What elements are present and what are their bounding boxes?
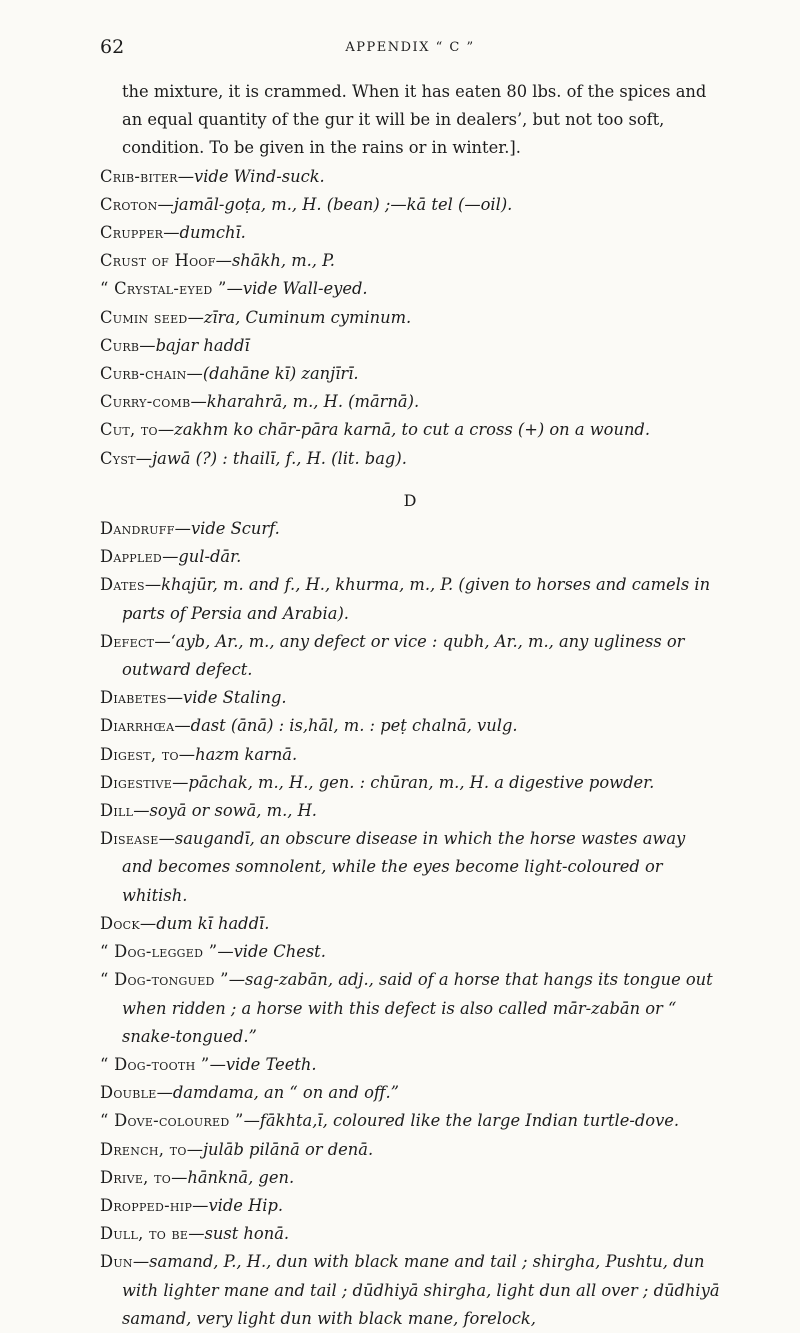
page-body bbox=[100, 78, 720, 1333]
entry-definition: —vide Hip. bbox=[192, 1195, 284, 1215]
entry-headword: Dappled bbox=[100, 547, 163, 567]
dictionary-entry bbox=[100, 938, 720, 966]
entry-definition: —shākh, m., P. bbox=[215, 251, 335, 271]
entry-headword: Cut, to bbox=[100, 420, 158, 440]
dictionary-entry bbox=[100, 445, 720, 473]
page-header bbox=[100, 36, 720, 66]
entry-headword: “ Crystal-eyed ” bbox=[100, 279, 227, 299]
entry-headword: Defect bbox=[100, 631, 155, 651]
entry-headword: Croton bbox=[100, 194, 158, 214]
entry-headword: Digest, to bbox=[100, 744, 179, 764]
entry-definition: —hazm karnā. bbox=[178, 744, 298, 764]
entry-headword: Cyst bbox=[100, 448, 136, 468]
entry-definition: —jamāl-goṭa, m., H. (bean) ;—kā tel (—oil). bbox=[157, 194, 513, 214]
entry-definition: —dast (ānā) : is,hāl, m. : peṭ chalnā, vulg. bbox=[174, 716, 518, 736]
dictionary-entry bbox=[100, 684, 720, 712]
entry-headword: “ Dog-legged ” bbox=[100, 942, 218, 962]
dictionary-entry bbox=[100, 191, 720, 219]
entry-headword: Dock bbox=[100, 913, 140, 933]
entry-definition: —jawā (?) : thailī, f., H. (lit. bag). bbox=[135, 448, 407, 468]
entry-definition: —zīra, Cuminum cyminum. bbox=[187, 307, 412, 327]
dictionary-entry bbox=[100, 1164, 720, 1192]
entries-d bbox=[100, 515, 720, 1333]
entry-headword: Crib-biter bbox=[100, 166, 178, 186]
dictionary-entry bbox=[100, 416, 720, 444]
entry-headword: Dill bbox=[100, 801, 134, 821]
entry-headword: Dull, to be bbox=[100, 1224, 189, 1244]
entry-headword: Drive, to bbox=[100, 1167, 172, 1187]
dictionary-entry bbox=[100, 1248, 720, 1333]
dictionary-entry bbox=[100, 825, 720, 910]
entry-definition: —dumchī. bbox=[163, 223, 246, 243]
entry-headword: “ Dog-tongued ” bbox=[100, 970, 229, 990]
entry-headword: Crust of Hoof bbox=[100, 251, 216, 271]
continuation-paragraph: the mixture, it is crammed. When it has eaten 80 lbs. of the spices and an equal quantity of the gur it will be in dealers’, but not too soft, condition. To be given in the rains or in winter.]. bbox=[122, 82, 707, 158]
entry-definition: —hānknā, gen. bbox=[171, 1167, 295, 1187]
entry-definition: —vide Staling. bbox=[166, 688, 287, 708]
entry-headword: Diarrhœa bbox=[100, 716, 175, 736]
entry-headword: Double bbox=[100, 1083, 157, 1103]
dictionary-entry bbox=[100, 910, 720, 938]
dictionary-entry bbox=[100, 1051, 720, 1079]
dictionary-entry bbox=[100, 360, 720, 388]
entry-headword: Dropped-hip bbox=[100, 1195, 193, 1215]
entry-definition: —vide Teeth. bbox=[209, 1054, 317, 1074]
dictionary-entry bbox=[100, 247, 720, 275]
entry-headword: Dates bbox=[100, 575, 145, 595]
dictionary-entry bbox=[100, 1079, 720, 1107]
dictionary-entry bbox=[100, 769, 720, 797]
entry-definition: —soyā or sowā, m., H. bbox=[133, 801, 317, 821]
entry-definition: —zakhm ko chār-pāra karnā, to cut a cross (+) on a wound. bbox=[157, 420, 651, 440]
entry-definition: —julāb pilānā or denā. bbox=[186, 1139, 374, 1159]
entry-definition: —damdama, an “ on and off.” bbox=[156, 1083, 399, 1103]
entry-headword: Cumin seed bbox=[100, 307, 188, 327]
dictionary-entry bbox=[100, 543, 720, 571]
entry-definition: —sust honā. bbox=[188, 1224, 290, 1244]
entry-definition: —(dahāne kī) zanjīrī. bbox=[186, 364, 359, 384]
entry-headword: “ Dog-tooth ” bbox=[100, 1054, 210, 1074]
page-number: 62 bbox=[100, 36, 125, 58]
entry-definition: —samand, P., H., dun with black mane and tail ; shirgha, Pushtu, dun with lighter mane and tail ; dūdhiyā shirgha, light dun all over ; dūdhiyā samand, very light dun with black mane, forelock, bbox=[122, 1252, 720, 1328]
entries-c bbox=[100, 163, 720, 473]
dictionary-entry bbox=[100, 163, 720, 191]
dictionary-entry bbox=[100, 515, 720, 543]
entry-definition: —vide Wind-suck. bbox=[177, 166, 325, 186]
dictionary-entry bbox=[100, 304, 720, 332]
entry-definition: —dum kī haddī. bbox=[139, 913, 270, 933]
entry-definition: —sag-zabān, adj., said of a horse that hangs its tongue out when ridden ; a horse with this defect is also called mār-zabān or “ snake-tongued.” bbox=[122, 970, 713, 1046]
dictionary-entry bbox=[100, 1107, 720, 1135]
entry-definition: —khajūr, m. and f., H., khurma, m., P. (given to horses and camels in parts of Persia and Arabia). bbox=[122, 575, 711, 623]
dictionary-entry bbox=[100, 1192, 720, 1220]
dictionary-entry bbox=[100, 966, 720, 1051]
entry-headword: Drench, to bbox=[100, 1139, 187, 1159]
dictionary-entry bbox=[100, 219, 720, 247]
entry-headword: Digestive bbox=[100, 772, 173, 792]
dictionary-entry bbox=[100, 712, 720, 740]
section-letter: D bbox=[403, 490, 417, 510]
entry-headword: Curb-chain bbox=[100, 364, 187, 384]
entry-definition: —fākhta,ī, coloured like the large Indian turtle-dove. bbox=[243, 1111, 680, 1131]
entry-definition: —vide Scurf. bbox=[174, 519, 280, 539]
entry-headword: “ Dove-coloured ” bbox=[100, 1111, 244, 1131]
entry-headword: Dun bbox=[100, 1252, 133, 1272]
dictionary-entry bbox=[100, 1136, 720, 1164]
entry-headword: Curb bbox=[100, 335, 140, 355]
entry-definition: —pāchak, m., H., gen. : chūran, m., H. a digestive powder. bbox=[172, 772, 655, 792]
entry-definition: —‘ayb, Ar., m., any defect or vice : qubh, Ar., m., any ugliness or outward defect. bbox=[122, 631, 685, 680]
entry-headword: Diabetes bbox=[100, 688, 167, 708]
entry-definition: —kharahrā, m., H. (mārnā). bbox=[190, 392, 420, 412]
dictionary-entry bbox=[100, 797, 720, 825]
running-head: APPENDIX “ C ” bbox=[345, 40, 475, 55]
dictionary-entry bbox=[100, 275, 720, 303]
dictionary-entry bbox=[100, 571, 720, 627]
entry-headword: Curry-comb bbox=[100, 392, 191, 412]
dictionary-entry bbox=[100, 332, 720, 360]
entry-headword: Disease bbox=[100, 829, 159, 849]
entry-definition: —gul-dār. bbox=[162, 547, 242, 567]
entry-definition: —bajar haddī bbox=[139, 335, 250, 355]
dictionary-entry bbox=[100, 388, 720, 416]
entry-definition: —saugandī, an obscure disease in which the horse wastes away and becomes somnolent, while the eyes become light-coloured or whitish. bbox=[122, 829, 686, 905]
dictionary-entry bbox=[100, 1220, 720, 1248]
dictionary-entry bbox=[100, 628, 720, 684]
entry-definition: —vide Chest. bbox=[217, 942, 326, 962]
entry-headword: Crupper bbox=[100, 223, 164, 243]
dictionary-entry bbox=[100, 741, 720, 769]
entry-definition: —vide Wall-eyed. bbox=[226, 279, 368, 299]
entry-headword: Dandruff bbox=[100, 519, 175, 539]
